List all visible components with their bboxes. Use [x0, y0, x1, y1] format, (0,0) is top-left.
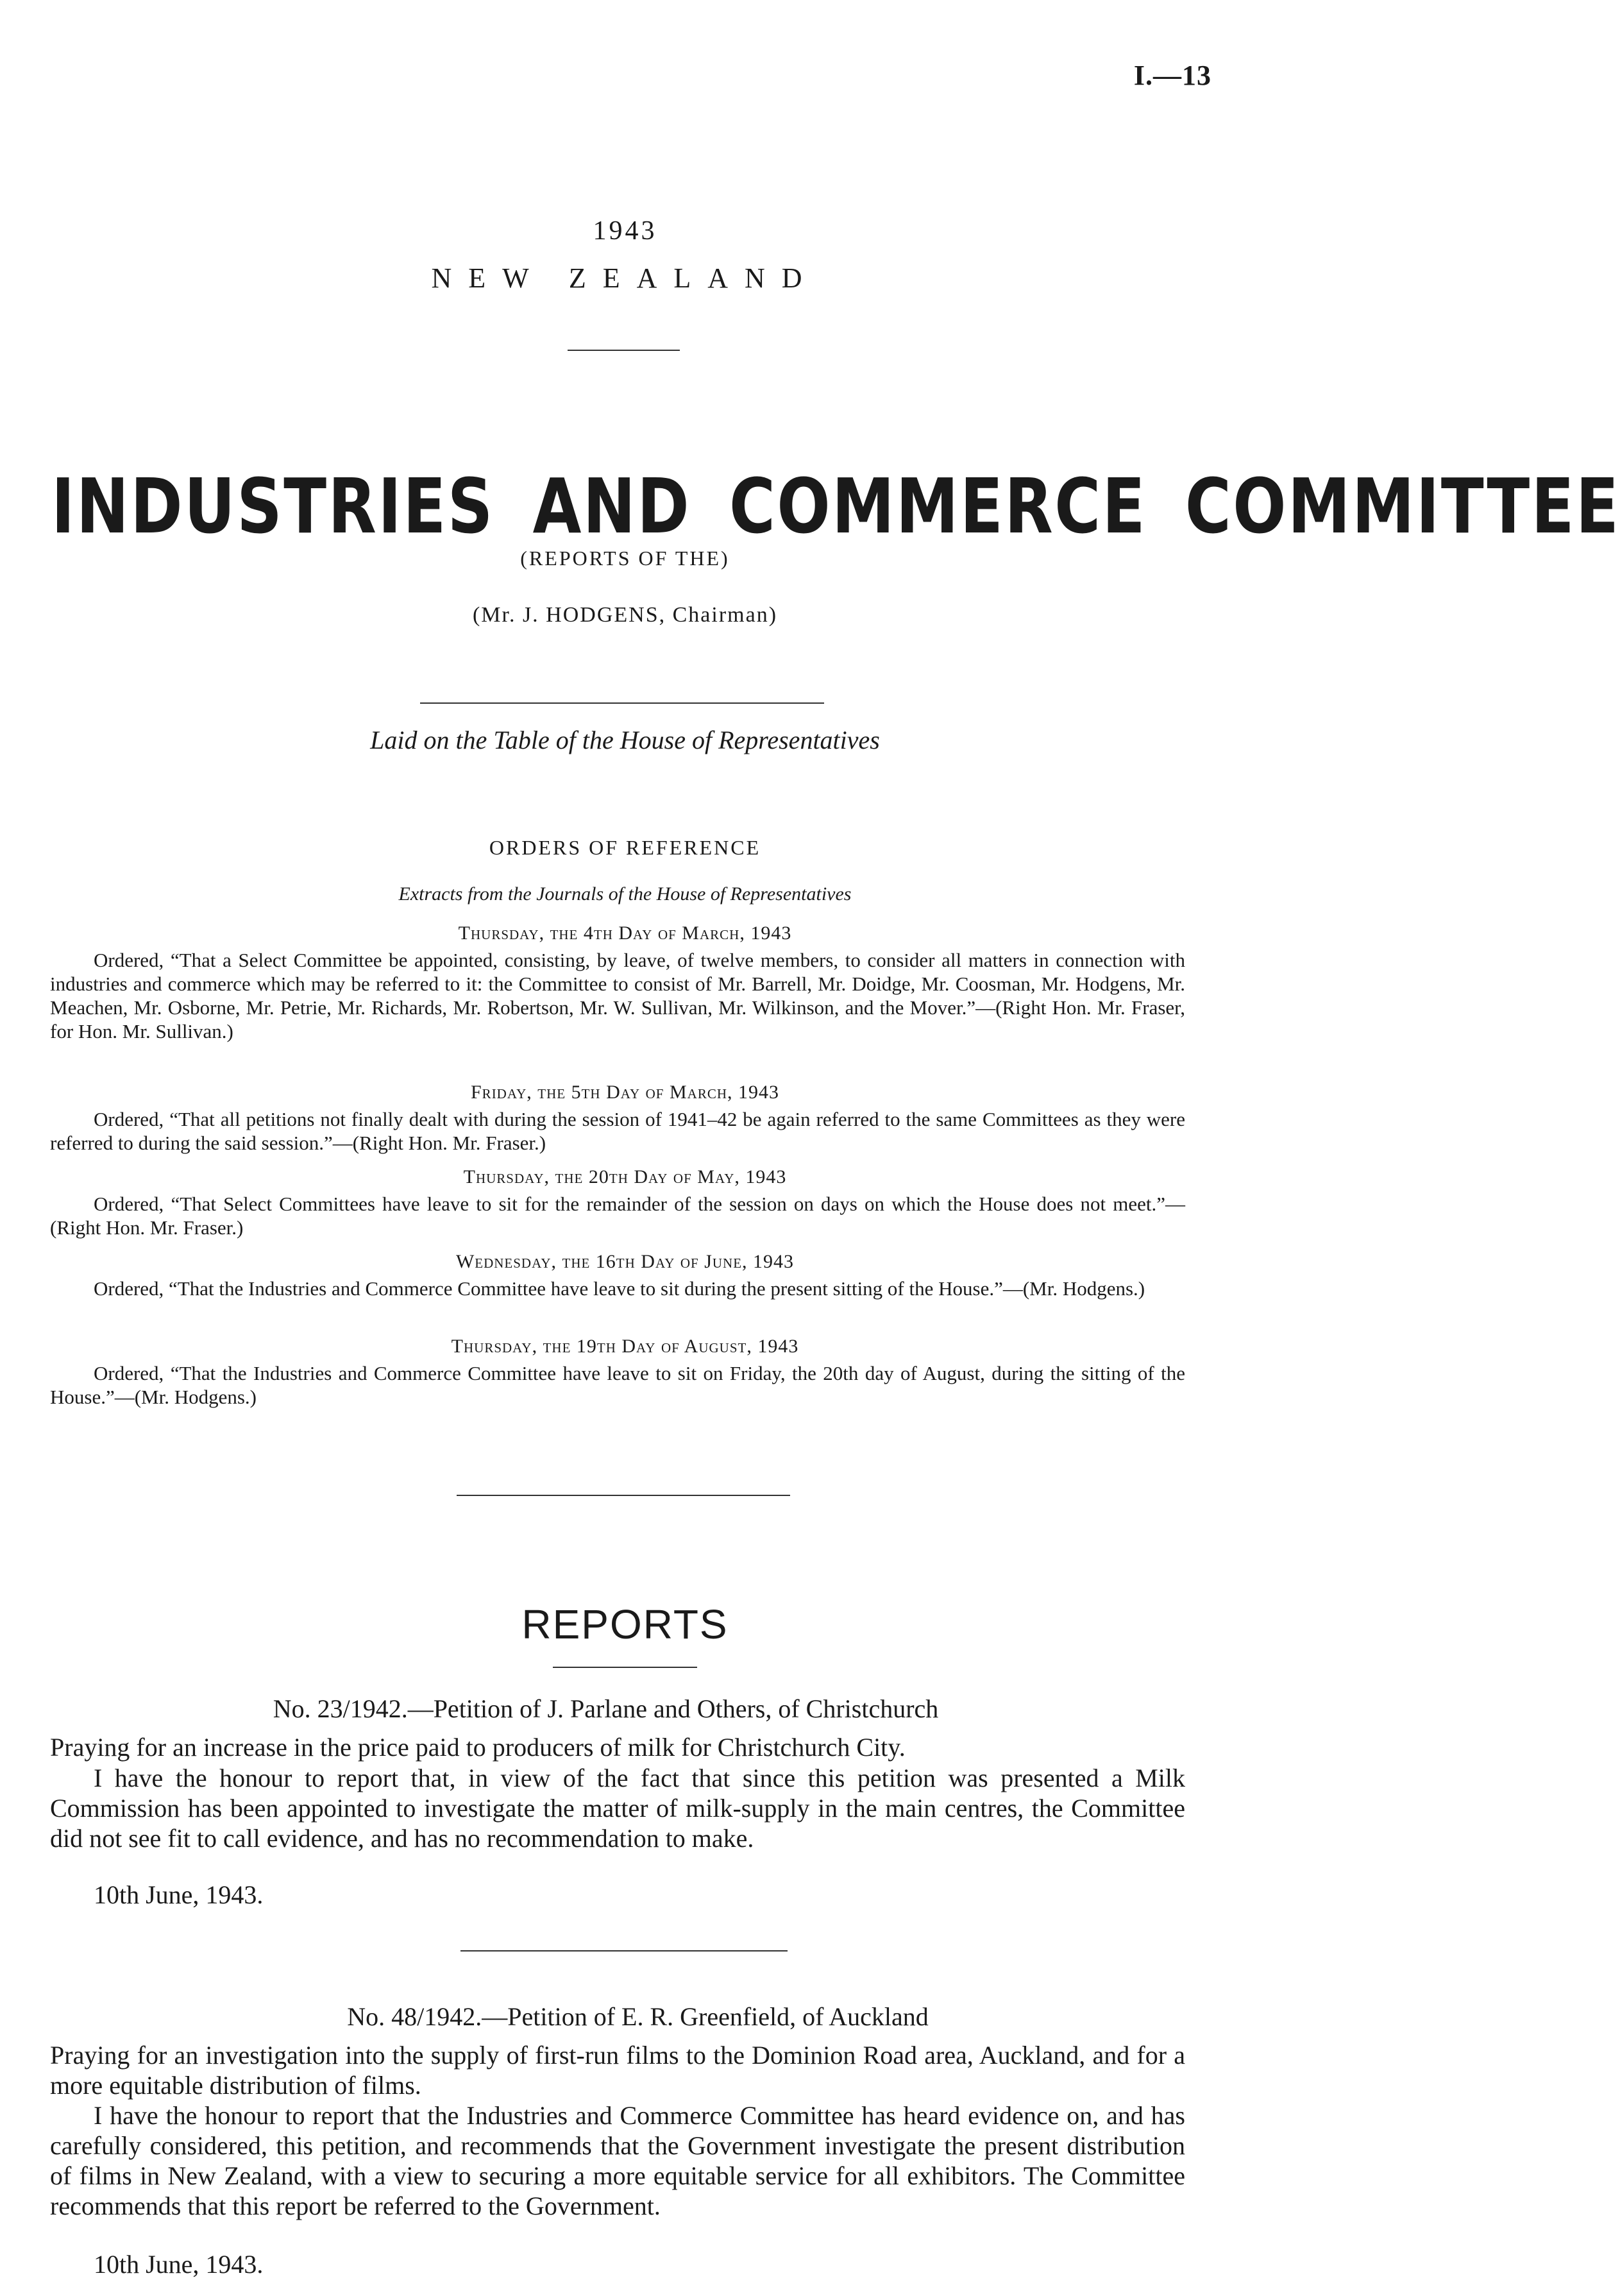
order-text: Ordered, “That all petitions not finally dealt with during the session of 1941–42 be again referred to the same Committees as they were referred to during the said session.”—(Right Hon. Mr. Fraser.): [50, 1108, 1185, 1154]
petition-date: 10th June, 1943.: [94, 2250, 264, 2279]
chairman-line: (Mr. J. HODGENS, Chairman): [472, 603, 778, 627]
petition-praying: Praying for an investigation into the supply of first-run films to the Dominion Road area, Auckland, and for a more equitable distribution of films.: [50, 2041, 1185, 2100]
document-title: INDUSTRIES AND COMMERCE COMMITTEE: [51, 462, 1620, 550]
divider: [460, 1950, 788, 1952]
divider: [568, 350, 680, 351]
order-text: Ordered, “That Select Committees have leave to sit for the remainder of the session on days on which the House does not meet.”—(Right Hon. Mr. Fraser.): [50, 1193, 1185, 1239]
order-date: Thursday, the 4th Day of March, 1943: [458, 923, 792, 944]
orders-heading: ORDERS OF REFERENCE: [489, 836, 761, 859]
order-date: Thursday, the 20th Day of May, 1943: [463, 1166, 787, 1187]
petition-praying: Praying for an increase in the price paid to producers of milk for Christchurch City.: [50, 1733, 906, 1762]
divider: [553, 1667, 697, 1668]
order-text: Ordered, “That a Select Committee be appointed, consisting, by leave, of twelve members, to consider all matters in connection with industries and commerce which may be referred to it: the Committee to consist of Mr. Barrell, Mr. Doidge, Mr. Coosman, Mr. Hodgens, Mr. Meachen, Mr. Osborne, Mr. Petrie, Mr. Richards, Mr. Robertson, Mr. W. Sullivan, Mr. Wilkinson, and the Mover.”—(Right Hon. Mr. Fraser, for Hon. Mr. Sullivan.): [50, 949, 1185, 1042]
divider: [457, 1495, 790, 1496]
petition-heading: No. 48/1942.—Petition of E. R. Greenfield, of Auckland: [347, 2002, 929, 2031]
page-number: I.—13: [1133, 60, 1211, 91]
document-year: 1943: [593, 216, 657, 246]
petition-report: I have the honour to report that, in view of the fact that since this petition was presented a Milk Commission has been appointed to investigate the matter of milk-supply in the main centres, the Committee did not see fit to call evidence, and has no recommendation to make.: [50, 1764, 1185, 1853]
order-date: Wednesday, the 16th Day of June, 1943: [455, 1251, 795, 1272]
order-date: Thursday, the 19th Day of August, 1943: [451, 1336, 799, 1357]
document-subtitle: (REPORTS OF THE): [520, 547, 730, 570]
petition-report: I have the honour to report that the Industries and Commerce Committee has heard evidence on, and has carefully considered, this petition, and recommends that the Government investigate the present distribution of films in New Zealand, with a view to securing a more equitable service for all exhibitors. The Committee recommends that this report be referred to the Government.: [50, 2101, 1185, 2220]
petition-heading: No. 23/1942.—Petition of J. Parlane and Others, of Christchurch: [273, 1694, 939, 1723]
reports-heading: REPORTS: [521, 1601, 729, 1647]
petition-date: 10th June, 1943.: [94, 1880, 264, 1909]
order-text: Ordered, “That the Industries and Commerce Committee have leave to sit on Friday, the 20th day of August, during the sitting of the House.”—(Mr. Hodgens.): [50, 1362, 1185, 1408]
extracts-subheading: Extracts from the Journals of the House of Representatives: [398, 883, 852, 905]
laid-on-table: Laid on the Table of the House of Representatives: [370, 726, 880, 754]
country-heading: NEW ZEALAND: [431, 262, 819, 294]
order-date: Friday, the 5th Day of March, 1943: [471, 1082, 779, 1103]
order-text: Ordered, “That the Industries and Commerce Committee have leave to sit during the present sitting of the House.”—(Mr. Hodgens.): [94, 1277, 1145, 1300]
divider: [420, 702, 824, 704]
